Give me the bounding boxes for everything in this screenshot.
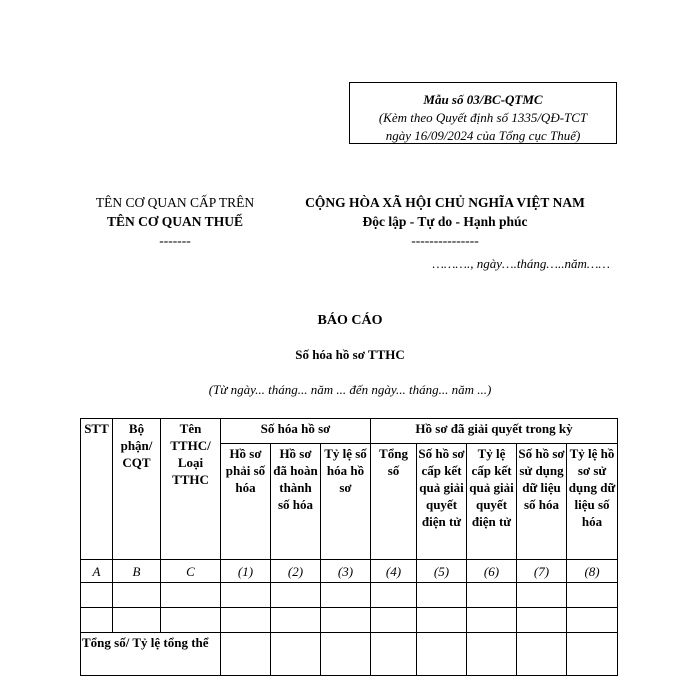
table-row [81,583,618,608]
table-cell[interactable] [81,583,113,608]
header-stt: STT [81,419,113,560]
code-cell: (8) [567,560,618,583]
table-cell[interactable] [467,608,517,633]
national-motto: Độc lập - Tự do - Hạnh phúc [362,214,528,229]
table-cell[interactable] [81,608,113,633]
total-label: Tổng số/ Tỷ lệ tổng thể [81,633,221,676]
column-code-row [81,560,618,583]
header-reuse-rate: Tỷ lệ hồ sơ sử dụng dữ liệu số hóa [567,444,618,560]
table-cell[interactable] [321,583,371,608]
form-note-line2: ngày 16/09/2024 của Tổng cục Thuế) [385,128,581,143]
table-cell[interactable] [417,608,467,633]
table-cell[interactable] [161,608,221,633]
table-cell[interactable] [567,633,618,676]
header-digitization-group: Số hóa hồ sơ [221,419,371,444]
table-cell[interactable] [113,608,161,633]
table-cell[interactable] [371,583,417,608]
tax-agency: TÊN CƠ QUAN THUẾ [107,214,243,229]
table-cell[interactable] [371,633,417,676]
table-row [81,608,618,633]
header-total: Tổng số [371,444,417,560]
code-cell: C [161,560,221,583]
code-cell: B [113,560,161,583]
header-reuse-count: Số hồ sơ sử dụng dữ liệu số hóa [517,444,567,560]
code-cell: (3) [321,560,371,583]
code-cell: (5) [417,560,467,583]
code-cell: (1) [221,560,271,583]
code-cell: (7) [517,560,567,583]
table-cell[interactable] [321,633,371,676]
table-cell[interactable] [417,583,467,608]
header-digitize-rate: Tỷ lệ số hóa hồ sơ [321,444,371,560]
report-table [80,418,618,676]
agency-header [80,193,270,250]
table-cell[interactable] [161,583,221,608]
country-name: CỘNG HÒA XÃ HỘI CHỦ NGHĨA VIỆT NAM [305,195,585,210]
table-cell[interactable] [271,633,321,676]
table-cell[interactable] [221,633,271,676]
table-cell[interactable] [517,583,567,608]
table-cell[interactable] [567,583,618,608]
header-department: Bộ phận/ CQT [113,419,161,560]
code-cell: (6) [467,560,517,583]
national-header [285,193,605,250]
header-e-result-rate: Tỷ lệ cấp kết quả giải quyết điện tử [467,444,517,560]
superior-agency: TÊN CƠ QUAN CẤP TRÊN [95,195,255,210]
form-code: Mẫu số 03/BC-QTMC [423,92,543,107]
total-row [81,633,618,676]
header-procedure: Tên TTHC/ Loại TTHC [161,419,221,560]
table-cell[interactable] [221,583,271,608]
code-cell: (2) [271,560,321,583]
code-cell: (4) [371,560,417,583]
form-code-box [349,82,617,144]
table-cell[interactable] [567,608,618,633]
table-cell[interactable] [371,608,417,633]
date-line: ………., ngày….tháng…..năm…… [432,256,610,271]
table-cell[interactable] [321,608,371,633]
header-digitized: Hồ sơ đã hoàn thành số hóa [271,444,321,560]
code-cell: A [81,560,113,583]
table-cell[interactable] [417,633,467,676]
agency-rule: ------- [159,233,191,248]
header-must-digitize: Hồ sơ phải số hóa [221,444,271,560]
table-cell[interactable] [467,583,517,608]
report-subtitle: Số hóa hồ sơ TTHC [295,347,405,362]
header-e-result-count: Số hồ sơ cấp kết quả giải quyết điện tử [417,444,467,560]
header-resolved-group: Hồ sơ đã giải quyết trong kỳ [371,419,618,444]
report-period: (Từ ngày... tháng... năm ... đến ngày... tháng... năm ...) [208,382,492,397]
table-cell[interactable] [221,608,271,633]
table-cell[interactable] [271,608,321,633]
table-cell[interactable] [517,633,567,676]
report-title: BÁO CÁO [317,313,383,328]
form-note-line1: (Kèm theo Quyết định số 1335/QĐ-TCT [378,110,588,125]
motto-rule: --------------- [411,233,479,248]
table-cell[interactable] [517,608,567,633]
table-cell[interactable] [271,583,321,608]
table-cell[interactable] [113,583,161,608]
table-cell[interactable] [467,633,517,676]
